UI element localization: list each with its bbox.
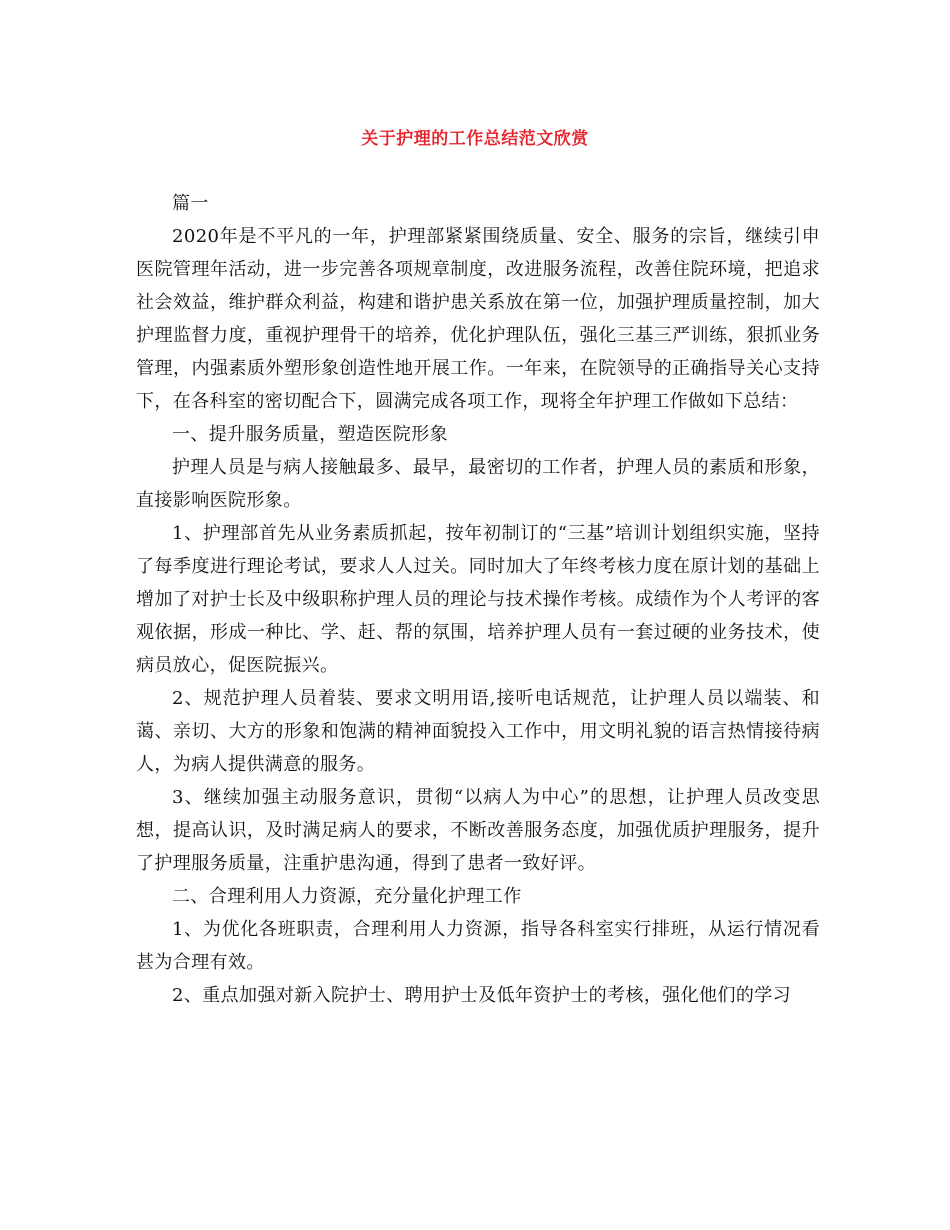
- paragraph: 护理人员是与病人接触最多、最早，最密切的工作者，护理人员的素质和形象，直接影响医院形象。: [136, 457, 820, 511]
- paragraph: 1、护理部首先从业务素质抓起，按年初制订的“三基”培训计划组织实施，坚持了每季度进行理论考试，要求人人过关。同时加大了年终考核力度在原计划的基础上增加了对护士长及中级职称护理人员的理论与技术操作考核。成绩作为个人考评的客观依据，形成一种比、学、赶、帮的氛围，培养护理人员有一套过硬的业务技术，使病员放心，促医院振兴。: [136, 523, 820, 676]
- document-body: [136, 187, 820, 1012]
- section-heading-2: 二、合理利用人力资源，充分量化护理工作: [172, 886, 522, 907]
- paragraph-section-label: 篇一: [172, 193, 209, 214]
- paragraph: 2、重点加强对新入院护士、聘用护士及低年资护士的考核，强化他们的学习: [172, 985, 792, 1006]
- document-title: 关于护理的工作总结范文欣赏: [361, 129, 589, 149]
- section-heading-1: 一、提升服务质量，塑造医院形象: [172, 424, 448, 445]
- paragraph: 3、继续加强主动服务意识，贯彻“以病人为中心”的思想，让护理人员改变思想，提高认识，及时满足病人的要求，不断改善服务态度，加强优质护理服务，提升了护理服务质量，注重护患沟通，得到了患者一致好评。: [136, 787, 820, 874]
- paragraph: 2、规范护理人员着装、要求文明用语,接听电话规范，让护理人员以端装、和蔼、亲切、大方的形象和饱满的精神面貌投入工作中，用文明礼貌的语言热情接待病人，为病人提供满意的服务。: [136, 688, 820, 775]
- paragraph: 1、为优化各班职责，合理利用人力资源，指导各科室实行排班，从运行情况看甚为合理有效。: [136, 919, 820, 973]
- paragraph-intro: 2020年是不平凡的一年，护理部紧紧围绕质量、安全、服务的宗旨，继续引申医院管理年活动，进一步完善各项规章制度，改进服务流程，改善住院环境，把追求社会效益，维护群众利益，构建和谐护患关系放在第一位，加强护理质量控制，加大护理监督力度，重视护理骨干的培养，优化护理队伍，强化三基三严训练，狠抓业务管理，内强素质外塑形象创造性地开展工作。一年来，在院领导的正确指导关心支持下，在各科室的密切配合下，圆满完成各项工作，现将全年护理工作做如下总结：: [136, 226, 820, 412]
